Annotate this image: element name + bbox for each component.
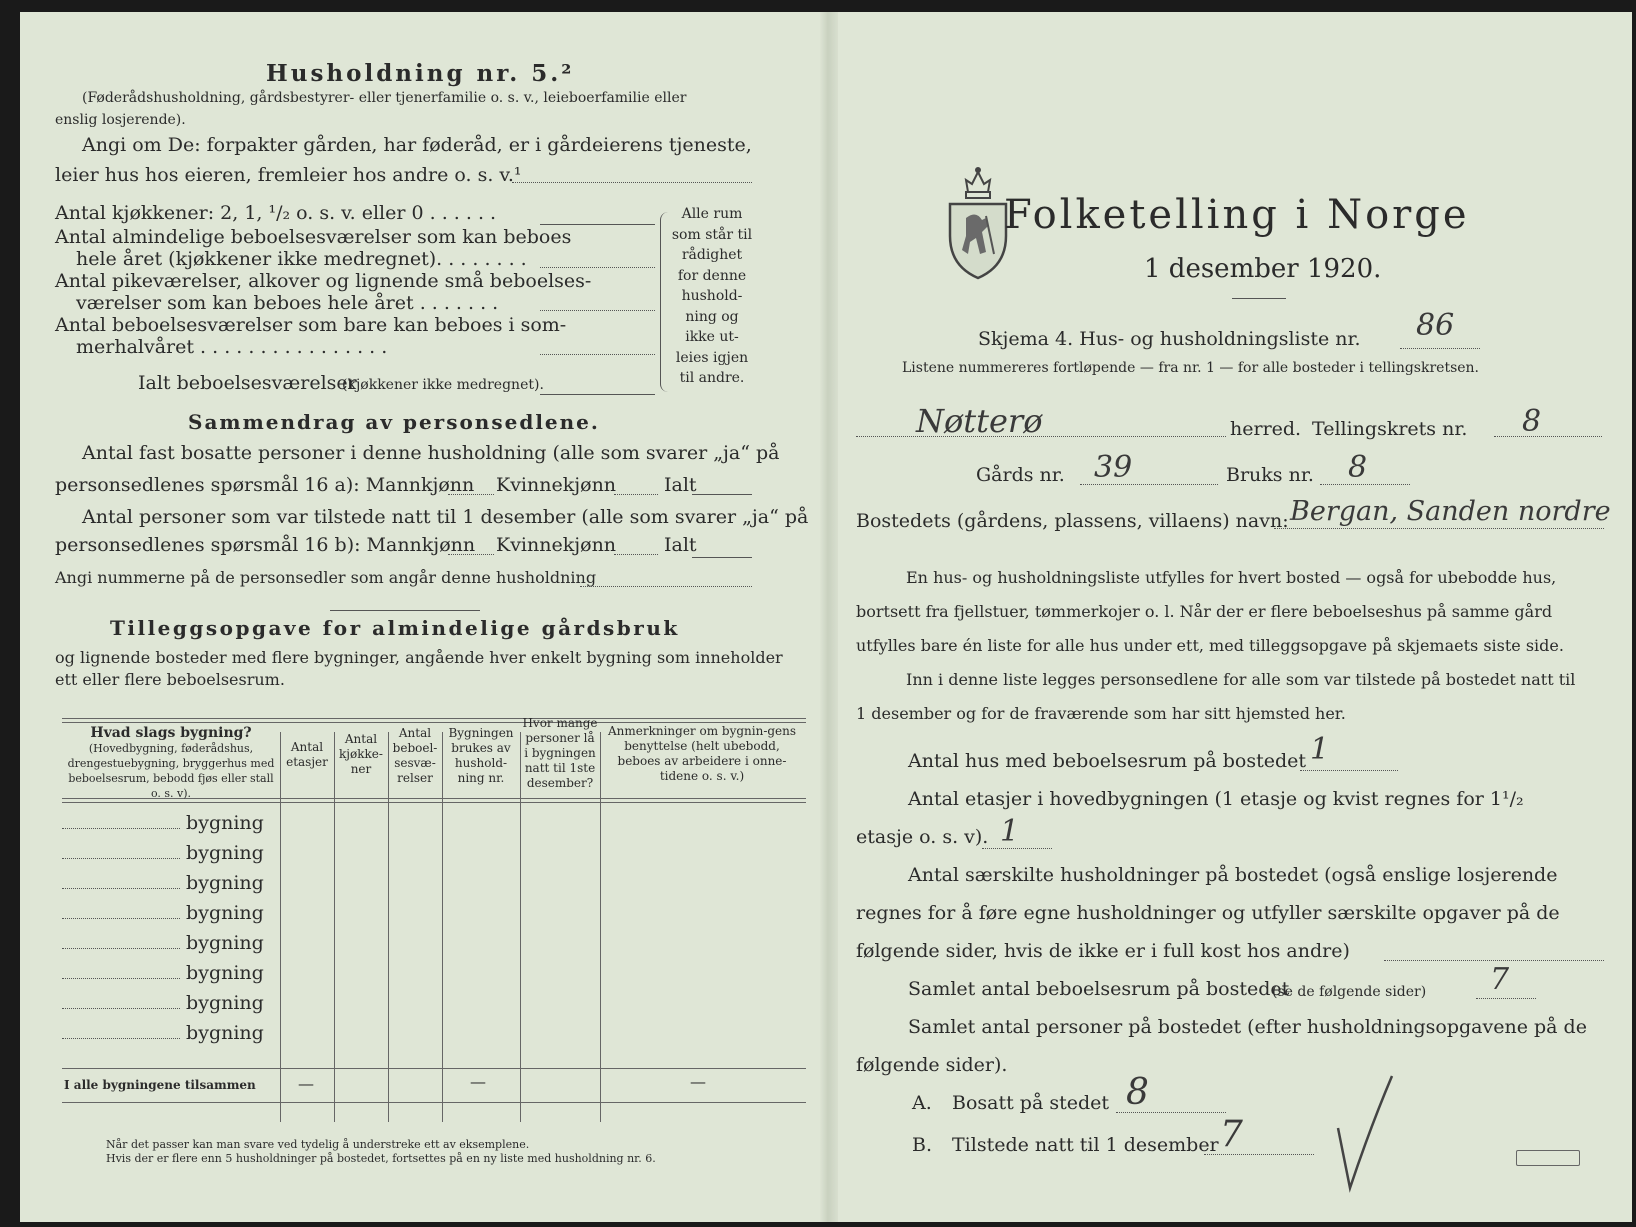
footnote-2: Hvis der er flere enn 5 husholdninger på bostedet, fortsettes på en ny liste med husholdning nr. 6.	[106, 1152, 656, 1165]
row-label: bygning	[186, 992, 264, 1014]
building-type-blank	[62, 888, 180, 889]
schema-label: Skjema 4. Hus- og husholdningsliste nr.	[978, 328, 1361, 350]
summary-present-line1: Antal personer som var tilstede natt til 1 desember (alle som svarer „ja“ på	[82, 506, 809, 528]
present-female-label: Kvinnekjønn	[496, 534, 617, 556]
angi-line1: Angi om De: forpakter gården, har føderåd, er i gårdeierens tjeneste,	[82, 134, 752, 156]
table-row	[62, 962, 264, 984]
building-type-blank	[62, 1038, 180, 1039]
summer-rooms-answer-line	[540, 354, 655, 355]
schema-number-line	[1400, 348, 1480, 349]
present-total-label: Ialt	[664, 534, 697, 556]
col-header-floors: Antal etasjer	[286, 740, 328, 769]
present-male-answer	[448, 554, 494, 555]
instruction-line1: En hus- og husholdningsliste utfylles for hvert bosted — også for ubebodde hus,	[906, 568, 1557, 587]
present-female-answer	[614, 554, 658, 555]
rooms-total-label: Ialt beboelsesværelser	[138, 372, 357, 394]
row-label: bygning	[186, 932, 264, 954]
bruks-label: Bruks nr.	[1226, 464, 1314, 486]
resident-total-label: Ialt	[664, 474, 697, 496]
resident-label-letter: A.	[912, 1092, 932, 1114]
summer-rooms-line1: Antal beboelsesværelser som bare kan beboes i som-	[55, 314, 567, 336]
resident-female-label: Kvinnekjønn	[496, 474, 617, 496]
numbers-answer-line	[580, 586, 752, 587]
side-note-line: Alle rum	[681, 206, 743, 222]
total-used-dash: —	[470, 1072, 486, 1091]
gards-line	[1080, 484, 1218, 485]
row-label: bygning	[186, 1022, 264, 1044]
row-label: bygning	[186, 902, 264, 924]
resident-label: Bosatt på stedet	[952, 1092, 1109, 1114]
row-label: bygning	[186, 812, 264, 834]
side-note-line: til andre.	[679, 370, 745, 386]
table-row	[62, 872, 264, 894]
tellingskrets-value: 8	[1522, 404, 1542, 439]
present-line	[1204, 1154, 1314, 1155]
bosted-line	[1274, 528, 1604, 529]
total-floors-dash: —	[298, 1074, 314, 1093]
table-total-label: I alle bygningene tilsammen	[64, 1078, 256, 1092]
gards-label: Gårds nr.	[976, 464, 1065, 486]
tellingskrets-label: Tellingskrets nr.	[1312, 418, 1468, 440]
page-fold	[820, 12, 838, 1222]
rooms-all-year-line1: Antal almindelige beboelsesværelser som kan beboes	[55, 226, 572, 248]
title-divider	[1232, 298, 1286, 299]
buildings-table	[62, 716, 806, 1128]
table-bottom-rule	[62, 1102, 806, 1103]
col-divider	[442, 732, 443, 1122]
bosted-value: Bergan, Sanden nordre	[1290, 496, 1611, 527]
col-header-remarks: Anmerkninger om bygnin-gens benyttelse (helt ubebodd, beboes av arbeidere i onne-tidene o. s. v.)	[607, 724, 797, 783]
household-note-line2: enslig losjerende).	[55, 112, 186, 128]
col-header-used-by: Bygningen brukes av hushold-ning nr.	[448, 726, 514, 785]
households-line3: følgende sider, hvis de ikke er i full kost hos andre)	[856, 940, 1350, 962]
table-row	[62, 1022, 264, 1044]
supplement-line1: og lignende bosteder med flere bygninger, angående hver enkelt bygning som inneholder	[55, 648, 783, 667]
table-row	[62, 932, 264, 954]
instruction-line2: bortsett fra fjellstuer, tømmerkojer o. l. Når der er flere beboelseshus på samme gård	[856, 602, 1553, 621]
col-divider	[520, 732, 521, 1122]
printer-stamp	[1516, 1150, 1580, 1166]
census-date: 1 desember 1920.	[1144, 254, 1382, 284]
supplement-line2: ett eller flere beboelsesrum.	[55, 670, 285, 689]
kitchens-answer-line	[540, 224, 655, 225]
lists-note: Listene nummereres fortløpende — fra nr. 1 — for alle bosteder i tellingskretsen.	[902, 360, 1480, 376]
kitchens-label: Antal kjøkkener: 2, 1, ¹/₂ o. s. v. eller 0 . . . . . .	[55, 202, 497, 224]
row-label: bygning	[186, 872, 264, 894]
present-label-letter: B.	[912, 1134, 933, 1156]
households-answer-line	[1384, 960, 1604, 961]
floors-answer-line	[982, 848, 1052, 849]
table-row	[62, 992, 264, 1014]
total-rooms-value: 7	[1490, 962, 1510, 997]
col-divider	[388, 732, 389, 1122]
bruks-value: 8	[1348, 450, 1368, 485]
col-divider	[280, 732, 281, 1122]
household-note-line1: (Føderådshusholdning, gårdsbestyrer- eller tjenerfamilie o. s. v., leieboerfamilie eller	[82, 90, 687, 106]
resident-line	[1116, 1112, 1226, 1113]
total-rooms-label: Samlet antal beboelsesrum på bostedet	[908, 978, 1290, 1000]
bruks-line	[1320, 484, 1410, 485]
building-type-blank	[62, 1008, 180, 1009]
col-header-rooms: Antal beboel-sesvæ-relser	[392, 726, 438, 785]
table-top-rule	[62, 718, 806, 719]
building-type-blank	[62, 828, 180, 829]
present-label: Tilstede natt til 1 desember	[952, 1134, 1219, 1156]
resident-female-answer	[614, 494, 658, 495]
table-row	[62, 842, 264, 864]
rooms-all-year-line2: hele året (kjøkkener ikke medregnet). . . . . . . .	[76, 248, 527, 270]
instruction-line3: utfylles bare én liste for alle hus under ett, med tilleggsopgave på skjemaets siste side.	[856, 636, 1564, 655]
supplement-title: Tilleggsopgave for almindelige gårdsbruk	[110, 616, 680, 640]
side-note-line: hushold-	[681, 288, 743, 304]
maid-rooms-answer-line	[540, 310, 655, 311]
building-type-blank	[62, 978, 180, 979]
total-rooms-line	[1476, 998, 1536, 999]
floors-value: 1	[1000, 814, 1020, 849]
houses-line	[1300, 770, 1398, 771]
building-type-blank	[62, 948, 180, 949]
norwegian-coat-of-arms-icon	[946, 162, 1010, 280]
total-persons-line2: følgende sider).	[856, 1054, 1008, 1076]
summary-title: Sammendrag av personsedlene.	[188, 410, 600, 434]
maid-rooms-line2: værelser som kan beboes hele året . . . . . . .	[76, 292, 499, 314]
herred-line	[856, 436, 1226, 437]
herred-label: herred.	[1230, 418, 1302, 440]
col-header-persons: Hvor mange personer lå i bygningen natt til 1ste desember?	[522, 716, 598, 790]
col-divider	[600, 732, 601, 1122]
households-line1: Antal særskilte husholdninger på bostedet (også enslige losjerende	[908, 864, 1558, 886]
building-type-blank	[62, 858, 180, 859]
instruction-line4: Inn i denne liste legges personsedlene for alle som var tilstede på bostedet natt til	[906, 670, 1576, 689]
col-header-kitchens: Antal kjøkke-ner	[339, 732, 383, 776]
rooms-total-note: (kjøkkener ikke medregnet).	[342, 377, 544, 393]
footnote-1: Når det passer kan man svare ved tydelig å understreke ett av eksemplene.	[106, 1138, 530, 1151]
building-type-blank	[62, 918, 180, 919]
present-value: 7	[1220, 1114, 1243, 1155]
side-note-line: ning og	[685, 308, 739, 325]
total-persons-line1: Samlet antal personer på bostedet (efter husholdningsopgavene på de	[908, 1016, 1587, 1038]
total-remarks-dash: —	[690, 1072, 706, 1091]
present-total-answer	[692, 557, 752, 558]
rooms-total-answer-line	[540, 394, 655, 395]
table-row	[62, 812, 264, 834]
main-title: Folketelling i Norge	[1004, 192, 1470, 238]
gards-value: 39	[1094, 450, 1133, 485]
resident-total-answer	[692, 494, 752, 495]
maid-rooms-line1: Antal pikeværelser, alkover og lignende små beboelses-	[55, 270, 592, 292]
col-building-title: Hvad slags bygning?	[90, 725, 252, 741]
total-rooms-note: (se de følgende sider)	[1272, 984, 1427, 1000]
side-note-line: for denne	[677, 267, 747, 284]
side-note-line: leies igjen	[675, 349, 749, 366]
summer-rooms-line2: merhalvåret . . . . . . . . . . . . . . . .	[76, 336, 388, 358]
household-title: Husholdning nr. 5.²	[266, 60, 575, 87]
section-divider	[330, 610, 480, 611]
table-header-rule-2	[62, 802, 806, 803]
table-top-rule-2	[62, 722, 806, 723]
side-note	[668, 204, 756, 389]
checkmark-icon	[1330, 1068, 1400, 1198]
households-line2: regnes for å føre egne husholdninger og utfyller særskilte opgaver på de	[856, 902, 1560, 924]
side-note-bracket	[660, 212, 668, 392]
houses-label: Antal hus med beboelsesrum på bostedet	[908, 750, 1307, 772]
col-building-desc: (Hovedbygning, føderådshus, drengestuebygning, bryggerhus med beboelsesrum, bebodd fjøs eller stall o. s. v).	[67, 742, 275, 800]
angi-answer-line	[512, 182, 752, 183]
schema-number: 86	[1416, 308, 1455, 343]
census-form-sheet	[20, 12, 1632, 1222]
row-label: bygning	[186, 962, 264, 984]
row-label: bygning	[186, 842, 264, 864]
resident-male-answer	[448, 494, 494, 495]
floors-line2: etasje o. s. v).	[856, 826, 989, 848]
side-note-line: rådighet	[681, 247, 743, 263]
numbers-line-label: Angi nummerne på de personsedler som angår denne husholdning	[55, 568, 597, 587]
floors-line1: Antal etasjer i hovedbygningen (1 etasje og kvist regnes for 1¹/₂	[908, 788, 1524, 810]
summary-present-line2: personsedlenes spørsmål 16 b): Mannkjønn	[55, 534, 476, 556]
col-header-building	[66, 726, 276, 801]
tellingskrets-line	[1494, 436, 1602, 437]
bosted-label: Bostedets (gårdens, plassens, villaens) navn:	[856, 510, 1289, 532]
angi-line2: leier hus hos eieren, fremleier hos andre o. s. v.¹	[55, 164, 522, 186]
side-note-line: ikke ut-	[685, 329, 739, 345]
herred-value: Nøtterø	[916, 402, 1043, 440]
side-note-line: som står til	[671, 226, 753, 243]
resident-value: 8	[1126, 1072, 1149, 1113]
table-total-rule	[62, 1068, 806, 1069]
summary-resident-line1: Antal fast bosatte personer i denne husholdning (alle som svarer „ja“ på	[82, 442, 780, 464]
summary-resident-line2: personsedlenes spørsmål 16 a): Mannkjønn	[55, 474, 475, 496]
rooms-all-year-answer-line	[540, 267, 655, 268]
table-row	[62, 902, 264, 924]
instruction-line5: 1 desember og for de fraværende som har sitt hjemsted her.	[856, 704, 1346, 723]
col-divider	[334, 732, 335, 1122]
houses-value: 1	[1310, 732, 1330, 767]
